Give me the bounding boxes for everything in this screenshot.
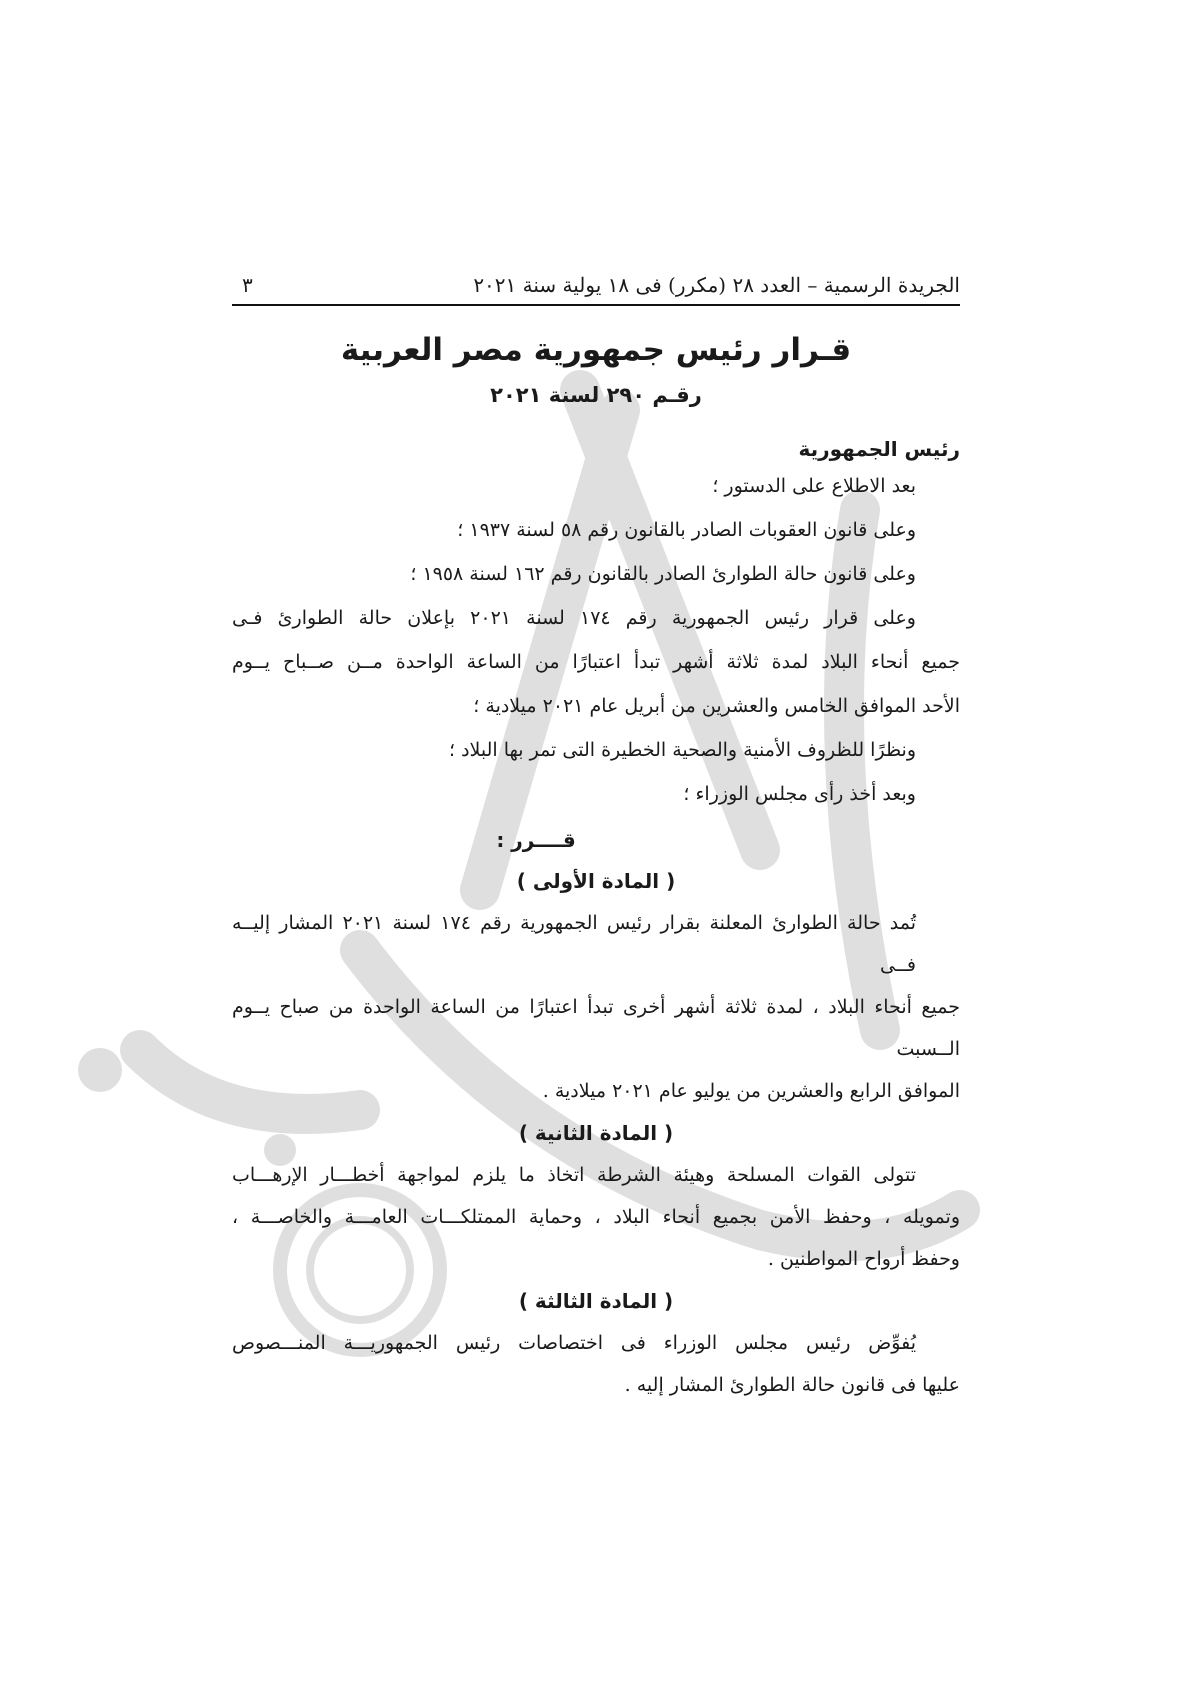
document-body [232,270,960,1406]
preamble-line: وعلى قانون العقوبات الصادر بالقانون رقم ٥٨ لسنة ١٩٣٧ ؛ [457,519,916,541]
article-3-line: يُفوِّض رئيس مجلس الوزراء فى اختصاصات رئيس الجمهوريـــة المنـــصوص [232,1332,916,1354]
page-number: ٣ [242,273,253,297]
article-1-heading: ( المادة الأولى ) [516,869,676,893]
preamble-line: وعلى قرار رئيس الجمهورية رقم ١٧٤ لسنة ٢٠٢١ بإعلان حالة الطوارئ فـى [232,607,916,629]
article-2-line: تتولى القوات المسلحة وهيئة الشرطة اتخاذ ما يلزم لمواجهة أخطـــار الإرهـــاب [232,1164,916,1186]
decree-number: رقـم ٢٩٠ لسنة ٢٠٢١ [490,383,702,407]
gazette-header-title: الجريدة الرسمية – العدد ٢٨ (مكرر) فى ١٨ يولية سنة ٢٠٢١ [473,273,960,297]
preamble-line: بعد الاطلاع على الدستور ؛ [712,475,916,497]
preamble-line: وعلى قانون حالة الطوارئ الصادر بالقانون رقم ١٦٢ لسنة ١٩٥٨ ؛ [410,563,916,585]
article-2-line: وحفظ أرواح المواطنين . [767,1248,960,1270]
gazette-header [232,270,960,306]
president-label: رئيس الجمهورية [798,437,960,461]
decree-title: قـرار رئيس جمهورية مصر العربية [340,332,852,368]
article-2-heading: ( المادة الثانية ) [518,1121,674,1145]
decided-heading: قــــرر : [496,828,576,852]
preamble-line: ونظرًا للظروف الأمنية والصحية الخطيرة التى تمر بها البلاد ؛ [449,739,916,761]
preamble-line: جميع أنحاء البلاد لمدة ثلاثة أشهر تبدأ اعتبارًا من الساعة الواحدة مــن صــباح يــوم [232,651,960,673]
article-1-line: جميع أنحاء البلاد ، لمدة ثلاثة أشهر أخرى تبدأ اعتبارًا من الساعة الواحدة من صباح يــوم الــسبت [232,996,960,1060]
article-2-line: وتمويله ، وحفظ الأمن بجميع أنحاء البلاد ، وحماية الممتلكـــات العامـــة والخاصـــة ، [232,1206,960,1228]
preamble-line: الأحد الموافق الخامس والعشرين من أبريل عام ٢٠٢١ ميلادية ؛ [473,695,960,717]
article-1-line: تُمد حالة الطوارئ المعلنة بقرار رئيس الجمهورية رقم ١٧٤ لسنة ٢٠٢١ المشار إليــه فــى [232,912,916,976]
preamble-line: وبعد أخذ رأى مجلس الوزراء ؛ [683,783,916,805]
article-3-heading: ( المادة الثالثة ) [518,1289,674,1313]
article-1-line: الموافق الرابع والعشرين من يوليو عام ٢٠٢١ ميلادية . [542,1080,960,1102]
article-3-line: عليها فى قانون حالة الطوارئ المشار إليه . [624,1374,960,1396]
